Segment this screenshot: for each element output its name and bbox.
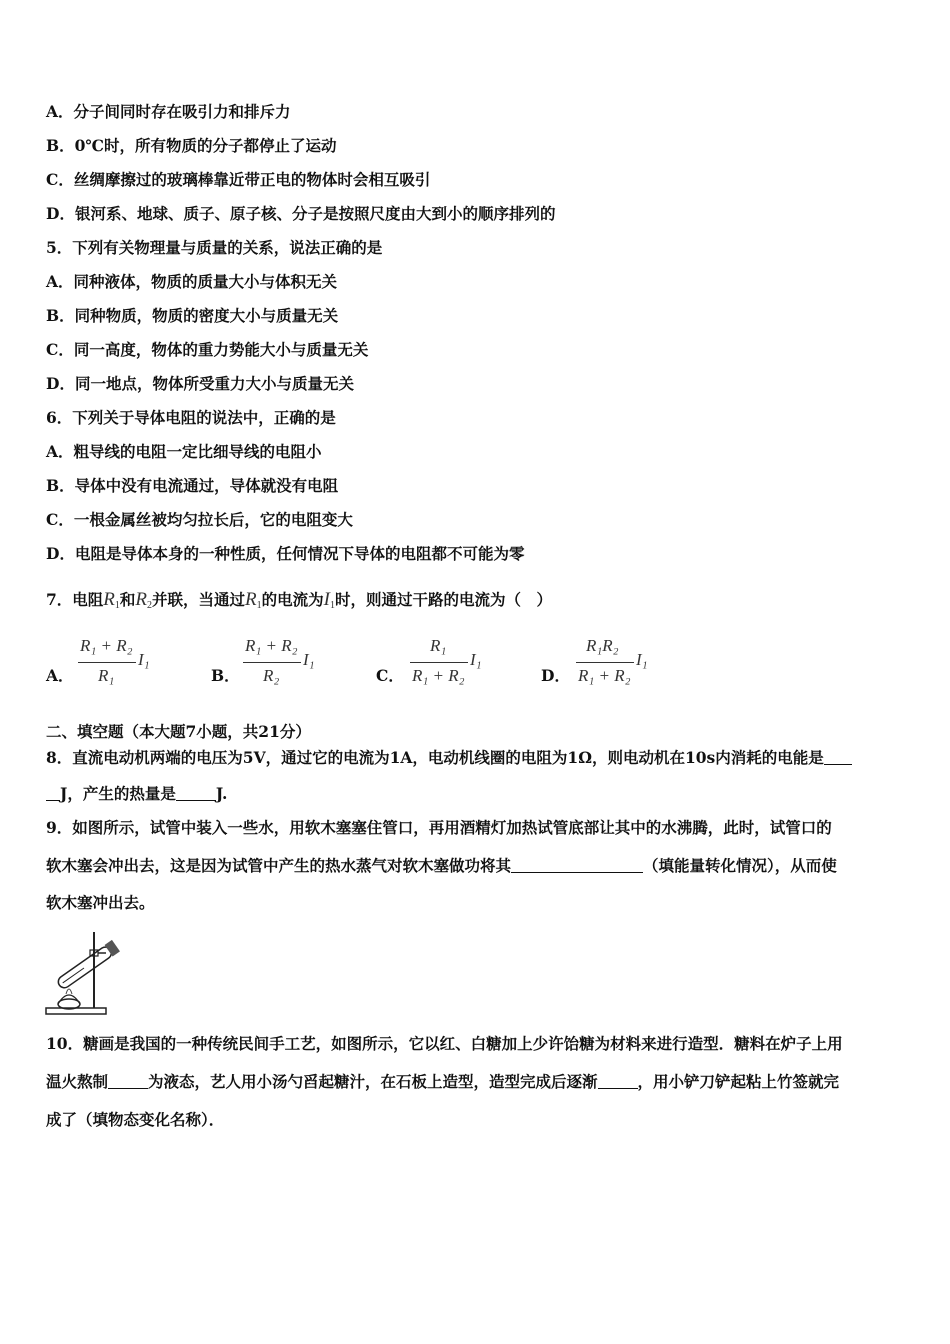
q8-blank-1b[interactable] — [46, 784, 60, 801]
q4-option-a: A．分子间同时存在吸引力和排斥力 — [46, 102, 291, 121]
q6-option-c: C．一根金属丝被均匀拉长后，它的电阻变大 — [46, 510, 353, 529]
q4-option-d: D．银河系、地球、质子、原子核、分子是按照尺度由大到小的顺序排列的 — [46, 204, 556, 223]
q5-option-b: B．同种物质，物质的密度大小与质量无关 — [46, 306, 339, 325]
q6-option-b: B．导体中没有电流通过，导体就没有电阻 — [46, 476, 339, 495]
q8-line2: J，产生的热量是 J. — [46, 784, 227, 804]
q7-option-c-label: C． — [376, 666, 404, 685]
q7-option-a-label: A． — [46, 666, 74, 685]
q6-option-d: D．电阻是导体本身的一种性质，任何情况下导体的电阻都不可能为零 — [46, 544, 525, 563]
q6-stem: 6．下列关于导体电阻的说法中，正确的是 — [46, 408, 336, 427]
q4-option-c: C．丝绸摩擦过的玻璃棒靠近带正电的物体时会相互吸引 — [46, 170, 431, 189]
q10-line1: 10．糖画是我国的一种传统民间手工艺，如图所示，它以红、白糖加上少许饴糖为材料来进行造型．糖料在炉子上用 — [46, 1034, 843, 1053]
q7-option-b-label: B． — [211, 666, 240, 685]
q7-option-c-formula: R₁ R₁ + R₂ I₁ — [412, 636, 482, 685]
q10-blank-2[interactable] — [598, 1072, 638, 1089]
q10-line3: 成了（填物态变化名称）． — [46, 1110, 225, 1129]
q8-line1: 8．直流电动机两端的电压为5V，通过它的电流为1A，电动机线圈的电阻为1Ω，则电动机在10s内消耗的电能是 — [46, 748, 852, 768]
q6-option-a: A．粗导线的电阻一定比细导线的电阻小 — [46, 442, 322, 461]
q9-blank[interactable] — [511, 856, 643, 873]
q7-option-d-label: D． — [541, 666, 570, 685]
q9-line1: 9．如图所示，试管中装入一些水，用软木塞塞住管口，再用酒精灯加热试管底部让其中的水沸腾，此时，试管口的 — [46, 818, 832, 837]
q10-line2: 温火熬制 为液态，艺人用小汤勺舀起糖汁，在石板上造型，造型完成后逐渐 ，用小铲刀铲起粘上竹签就完 — [46, 1072, 840, 1091]
q8-blank-1a[interactable] — [824, 748, 852, 765]
test-tube-apparatus-figure — [44, 928, 130, 1020]
q9-line3: 软木塞冲出去。 — [46, 893, 155, 912]
q10-blank-1[interactable] — [108, 1072, 148, 1089]
q8-blank-2[interactable] — [176, 784, 216, 801]
q7-stem: 7．电阻$R_1$和$R_2$并联，当通过$R_1$的电流为$I_1$时，则通过干路的电流为（ ） — [46, 589, 553, 611]
q5-option-c: C．同一高度，物体的重力势能大小与质量无关 — [46, 340, 369, 359]
q7-option-d-formula: R₁R₂ R₁ + R₂ I₁ — [578, 636, 648, 685]
q9-line2: 软木塞会冲出去，这是因为试管中产生的热水蒸气对软木塞做功将其 （填能量转化情况），从而使 — [46, 856, 837, 875]
q5-option-a: A．同种液体，物质的质量大小与体积无关 — [46, 272, 338, 291]
q7-option-b-formula: R₁ + R₂ R₂ I₁ — [245, 636, 315, 685]
q5-option-d: D．同一地点，物体所受重力大小与质量无关 — [46, 374, 354, 393]
q7-option-a-formula: R₁ + R₂ R₁ I₁ — [80, 636, 150, 685]
q5-stem: 5．下列有关物理量与质量的关系，说法正确的是 — [46, 238, 383, 257]
q4-option-b: B．0℃时，所有物质的分子都停止了运动 — [46, 136, 337, 155]
section-heading: 二、填空题（本大题7小题，共21分） — [46, 722, 311, 741]
